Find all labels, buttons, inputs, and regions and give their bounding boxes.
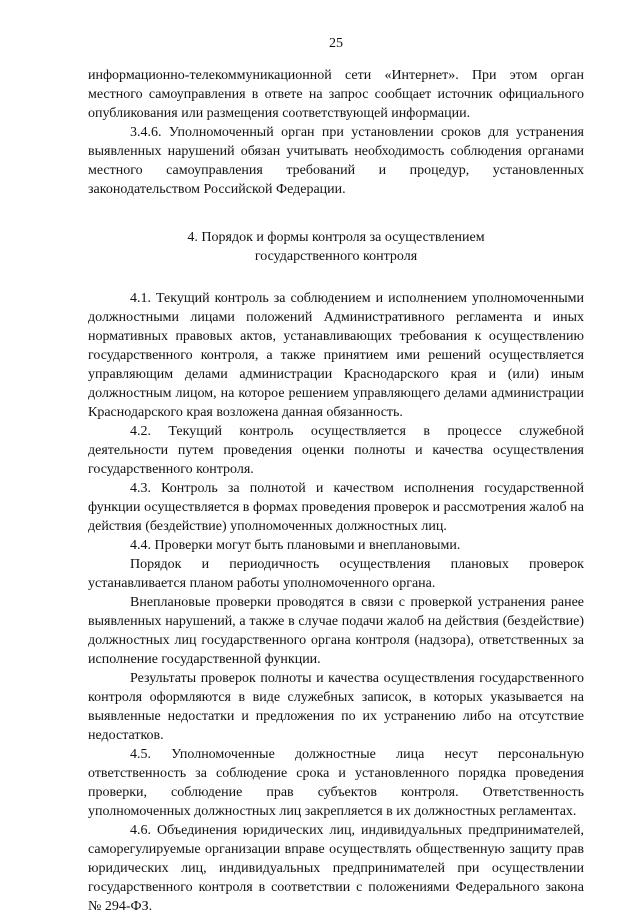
paragraph-4-6: 4.6. Объединения юридических лиц, индивидуальных предпринимателей, саморегулируемые организации вправе осуществлять общественную защиту прав юридических лиц, индивидуальных предпринимателей при осуществлении государственного контроля в соответствии с положениями Федерального закона № 294-ФЗ.: [88, 823, 584, 914]
section-heading: [88, 228, 584, 266]
section-heading-line-1: 4. Порядок и формы контроля за осуществлением: [187, 230, 485, 245]
paragraph-continuation: информационно-телекоммуникационной сети «Интернет». При этом орган местного самоуправления в ответе на запрос сообщает источник официального опубликования или размещения соответствующей информации.: [88, 68, 584, 121]
paragraph-4-2: 4.2. Текущий контроль осуществляется в процессе служебной деятельности путем проведения оценки полноты и качества осуществления государственного контроля.: [88, 424, 584, 477]
paragraph-4-5: 4.5. Уполномоченные должностные лица несут персональную ответственность за соблюдение срока и установленного порядка проведения проверки, соблюдение прав субъектов контроля. Ответственность уполномоченных должностных лиц закрепляется в их должностных регламентах.: [88, 747, 584, 819]
page-number: 25: [329, 36, 343, 51]
section-heading-line-2: государственного контроля: [254, 249, 418, 264]
paragraph-check-results: Результаты проверок полноты и качества осуществления государственного контроля оформляются в виде служебных записок, в которых указывается на выявленные недостатки и предложения по их устранению либо на отсутствие недостатков.: [88, 671, 584, 743]
paragraph-4-1: 4.1. Текущий контроль за соблюдением и исполнением уполномоченными должностными лицами положений Административного регламента и иных нормативных правовых актов, устанавливающих требования к осуществлению государственного контроля, а также принятием ими решений осуществляется управляющим делами администрации Краснодарского края и (или) иным должностным лицом, на которое решением управляющего делами администрации Краснодарского края возложена данная обязанность.: [88, 291, 584, 420]
paragraph-4-4: 4.4. Проверки могут быть плановыми и внеплановыми.: [130, 538, 461, 553]
paragraph-unscheduled-checks: Внеплановые проверки проводятся в связи с проверкой устранения ранее выявленных нарушений, а также в случае подачи жалоб на действия (бездействие) должностных лиц государственного органа контроля (надзора), ответственных за исполнение государственной функции.: [88, 595, 584, 667]
paragraph-planned-checks: Порядок и периодичность осуществления плановых проверок устанавливается планом работы уполномоченного органа.: [88, 557, 584, 591]
paragraph-3-4-6: 3.4.6. Уполномоченный орган при установлении сроков для устранения выявленных нарушений обязан учитывать необходимость соблюдения органами местного самоуправления требований и процедур, установленных законодательством Российской Федерации.: [88, 125, 584, 197]
paragraph-4-3: 4.3. Контроль за полнотой и качеством исполнения государственной функции осуществляется в формах проведения проверок и рассмотрения жалоб на действия (бездействие) уполномоченных должностных лиц.: [88, 481, 584, 534]
